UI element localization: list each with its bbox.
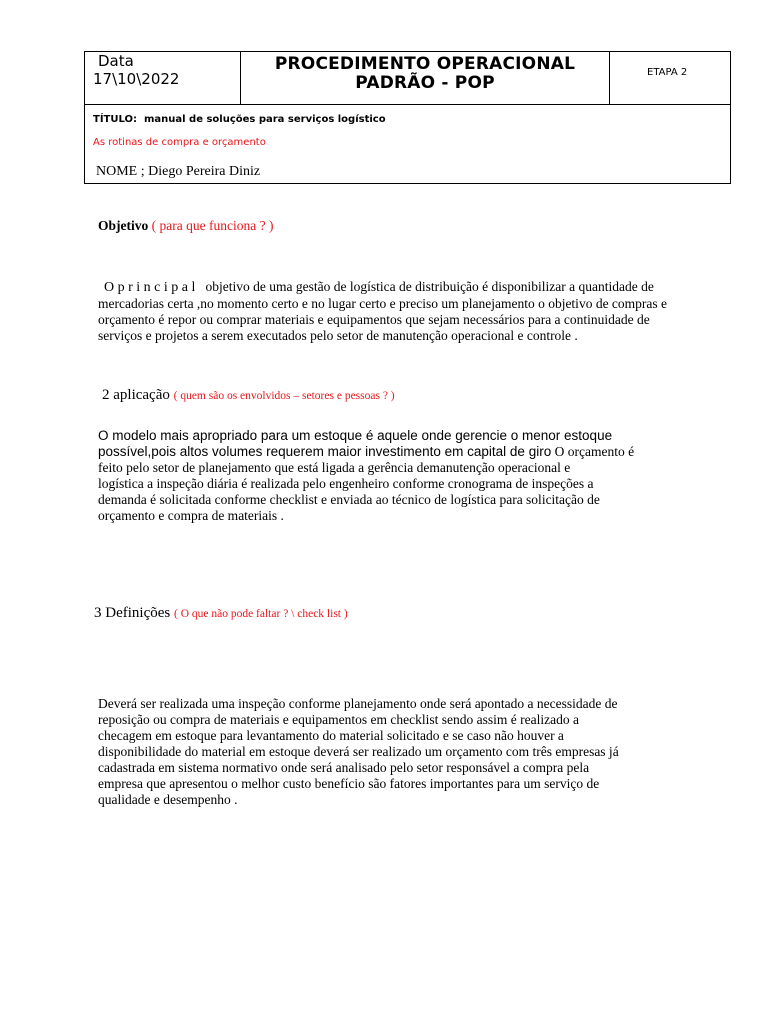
header-top-row <box>85 52 730 105</box>
definicoes-line-2: reposição ou compra de materiais e equipamentos em checklist sendo assim é realizado a <box>98 712 579 727</box>
aplicacao-line-1: O modelo mais apropriado para um estoque é aquele onde gerencie o menor estoque <box>98 428 613 443</box>
aplicacao-line-5: demanda é solicitada conforme checklist e enviada ao técnico de logística para solicitação de <box>98 492 600 507</box>
definicoes-line-5: cadastrada em sistema normativo onde será analisado pelo setor responsável a compra pela <box>98 760 590 775</box>
objetivo-line-3: orçamento é repor ou comprar materiais e equipamentos que sejam necessários para a continuidade de <box>98 312 650 327</box>
aplicacao-line-4: logística a inspeção diária é realizada pelo engenheiro conforme cronograma de inspeções a <box>98 476 594 491</box>
etapa-cell <box>610 52 730 104</box>
definicoes-line-7: qualidade e desempenho . <box>98 792 238 807</box>
objetivo-line-1-rest: objetivo de uma gestão de logística de distribuição é disponibilizar a quantidade de <box>205 279 654 294</box>
definicoes-line-1: Deverá ser realizada uma inspeção conforme planejamento onde será apontado a necessidade de <box>98 696 618 711</box>
subtitle: As rotinas de compra e orçamento <box>93 137 266 148</box>
definicoes-paragraph <box>98 696 692 808</box>
aplicacao-line-2b: O orçamento é <box>554 444 635 459</box>
definicoes-heading: 3 Definições <box>94 605 171 621</box>
aplicacao-line-2 <box>98 444 678 460</box>
aplicacao-line-2a: possível,pois altos volumes requerem maior investimento em capital de giro <box>98 444 552 459</box>
definicoes-hint: ( O que não pode faltar ? \ check list ) <box>173 608 348 620</box>
definicoes-line-4: disponibilidade do material em estoque deverá ser realizado um orçamento com três empresas já <box>98 744 619 759</box>
aplicacao-line-3: feito pelo setor de planejamento que está ligada a gerência demanutenção operacional e <box>98 460 571 475</box>
etapa-label: ETAPA 2 <box>647 67 688 78</box>
author-name: NOME ; Diego Pereira Diniz <box>96 164 261 179</box>
aplicacao-heading: 2 aplicação <box>102 387 170 403</box>
definicoes-heading-line <box>94 605 348 622</box>
objetivo-line-2: mercadorias certa ,no momento certo e no lugar certo e preciso um planejamento o objetivo de compras e <box>98 296 668 311</box>
definicoes-line-3: checagem em estoque para levantamento do material solicitado e se caso não houver a <box>98 728 564 743</box>
objetivo-heading-line <box>98 218 273 234</box>
objetivo-lead: O p r i n c i p a l <box>104 280 196 295</box>
titulo-line <box>93 114 386 125</box>
definicoes-line-6: empresa que apresentou o melhor custo benefício são fatores importantes para um serviço de <box>98 776 600 791</box>
aplicacao-paragraph <box>98 428 678 524</box>
date-label: Data <box>98 52 134 70</box>
date-value: 17\10\2022 <box>93 70 180 88</box>
aplicacao-line-6: orçamento e compra de materiais . <box>98 508 284 523</box>
header-box <box>84 51 731 184</box>
aplicacao-hint: ( quem são os envolvidos – setores e pessoas ? ) <box>173 390 395 402</box>
date-cell <box>85 52 241 104</box>
titulo-text: manual de soluções para serviços logístico <box>143 114 386 125</box>
titulo-label: TÍTULO: <box>93 114 137 125</box>
aplicacao-heading-line <box>102 387 395 404</box>
objetivo-heading: Objetivo <box>98 218 149 233</box>
document-title-line-2: PADRÃO - POP <box>355 73 495 93</box>
objetivo-line-1 <box>98 279 690 296</box>
objetivo-hint: ( para que funciona ? ) <box>151 218 274 233</box>
document-title-line-1: PROCEDIMENTO OPERACIONAL <box>274 54 576 74</box>
objetivo-line-4: serviços e projetos a serem executados pelo setor de manutenção operacional e controle . <box>98 328 578 343</box>
objetivo-paragraph <box>98 279 690 344</box>
document-title-cell <box>241 52 610 104</box>
document-title <box>241 52 609 93</box>
